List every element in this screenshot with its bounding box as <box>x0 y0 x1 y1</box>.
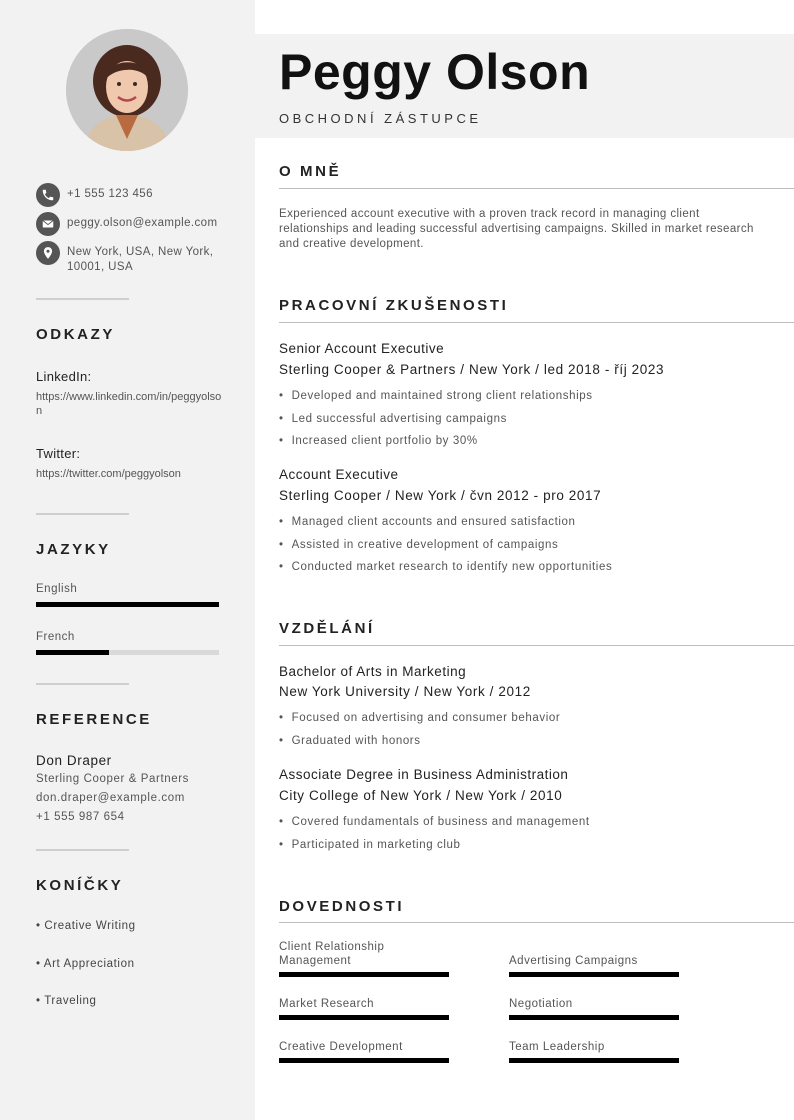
job-subtitle: Sterling Cooper & Partners / New York / led 2018 - říj 2023 <box>279 362 665 377</box>
job-title: Senior Account Executive <box>279 341 445 356</box>
about-heading: O MNĚ <box>279 163 342 180</box>
language-level-fill <box>36 650 109 655</box>
degree-subtitle: New York University / New York / 2012 <box>279 684 531 699</box>
degree-bullets <box>279 814 759 859</box>
twitter-link[interactable]: https://twitter.com/peggyolson <box>36 468 181 480</box>
degree-title: Bachelor of Arts in Marketing <box>279 664 467 679</box>
skill-name: Creative Development <box>279 1041 403 1053</box>
links-heading: ODKAZY <box>36 326 115 343</box>
hobby-label: Traveling <box>44 995 97 1007</box>
job-role: OBCHODNÍ ZÁSTUPCE <box>279 111 482 126</box>
sidebar-divider <box>36 849 129 851</box>
reference-name: Don Draper <box>36 753 112 768</box>
linkedin-link[interactable]: https://www.linkedin.com/in/peggyolson <box>36 391 222 417</box>
job-subtitle: Sterling Cooper / New York / čvn 2012 - pro 2017 <box>279 488 602 503</box>
language-name: English <box>36 583 78 595</box>
experience-heading: PRACOVNÍ ZKUŠENOSTI <box>279 297 509 314</box>
hobby-item: • Traveling <box>36 995 97 1007</box>
hobby-label: Creative Writing <box>44 920 136 932</box>
languages-heading: JAZYKY <box>36 541 111 558</box>
skill-item <box>509 954 679 977</box>
skill-level-bar <box>279 1015 449 1020</box>
list-item: • Increased client portfolio by 30% <box>279 433 759 456</box>
skill-item <box>509 997 679 1020</box>
list-item: • Participated in marketing club <box>279 837 759 860</box>
linkedin-label: LinkedIn: <box>36 369 92 384</box>
contact-phone <box>36 183 236 207</box>
list-item: • Developed and maintained strong client relationships <box>279 388 759 411</box>
degree-subtitle: City College of New York / New York / 2010 <box>279 788 563 803</box>
sidebar-divider <box>36 513 129 515</box>
section-rule <box>279 188 794 189</box>
list-item: • Assisted in creative development of campaigns <box>279 537 759 560</box>
skill-level-bar <box>509 1058 679 1063</box>
list-item: • Led successful advertising campaigns <box>279 411 759 434</box>
skill-name: Market Research <box>279 998 375 1010</box>
contact-email <box>36 212 236 236</box>
list-item: • Covered fundamentals of business and management <box>279 814 759 837</box>
hobbies-heading: KONÍČKY <box>36 877 124 894</box>
list-item: • Graduated with honors <box>279 733 759 756</box>
email-text[interactable]: peggy.olson@example.com <box>67 217 218 229</box>
skill-name: Negotiation <box>509 998 573 1010</box>
hobby-item: • Art Appreciation <box>36 958 135 970</box>
reference-email[interactable]: don.draper@example.com <box>36 792 185 804</box>
reference-heading: REFERENCE <box>36 711 152 728</box>
skill-item <box>279 997 449 1020</box>
skill-level-bar <box>509 972 679 977</box>
language-name: French <box>36 631 75 643</box>
section-rule <box>279 322 794 323</box>
address-text: New York, USA, New York, 10001, USA <box>67 246 214 273</box>
location-pin-icon <box>36 241 60 265</box>
degree-bullets <box>279 710 759 755</box>
profile-photo <box>66 29 188 151</box>
reference-phone: +1 555 987 654 <box>36 811 125 823</box>
about-text: Experienced account executive with a proven track record in managing client relationships and leading successful advertising campaigns. Skilled in market research and creative development. <box>279 208 754 250</box>
sidebar-divider <box>36 298 129 300</box>
job-bullets <box>279 388 759 456</box>
contact-address <box>36 241 236 275</box>
section-rule <box>279 645 794 646</box>
education-heading: VZDĚLÁNÍ <box>279 620 375 637</box>
section-rule <box>279 922 794 923</box>
degree-title: Associate Degree in Business Administration <box>279 767 569 782</box>
list-item: • Conducted market research to identify new opportunities <box>279 559 759 582</box>
skill-item <box>279 940 449 977</box>
job-bullets <box>279 514 759 582</box>
email-icon <box>36 212 60 236</box>
language-level-fill <box>36 602 219 607</box>
skill-name: Advertising Campaigns <box>509 955 638 967</box>
skill-level-bar <box>509 1015 679 1020</box>
skill-name: Team Leadership <box>509 1041 605 1053</box>
avatar <box>66 29 188 151</box>
phone-icon <box>36 183 60 207</box>
hobby-label: Art Appreciation <box>43 958 135 970</box>
language-level-bar <box>36 602 219 607</box>
skill-level-bar <box>279 1058 449 1063</box>
skills-heading: DOVEDNOSTI <box>279 898 405 915</box>
sidebar-divider <box>36 683 129 685</box>
twitter-label: Twitter: <box>36 446 81 461</box>
language-level-bar <box>36 650 219 655</box>
skill-item <box>509 1040 679 1063</box>
skill-item <box>279 1040 449 1063</box>
skill-name: Client Relationship Management <box>279 941 385 967</box>
job-title: Account Executive <box>279 467 399 482</box>
main-content <box>255 0 794 1120</box>
reference-company: Sterling Cooper & Partners <box>36 773 190 785</box>
person-name: Peggy Olson <box>279 44 591 100</box>
skill-level-bar <box>279 972 449 977</box>
sidebar <box>0 0 255 1120</box>
list-item: • Focused on advertising and consumer behavior <box>279 710 759 733</box>
list-item: • Managed client accounts and ensured satisfaction <box>279 514 759 537</box>
hobby-item: • Creative Writing <box>36 920 136 932</box>
phone-text: +1 555 123 456 <box>67 188 153 200</box>
